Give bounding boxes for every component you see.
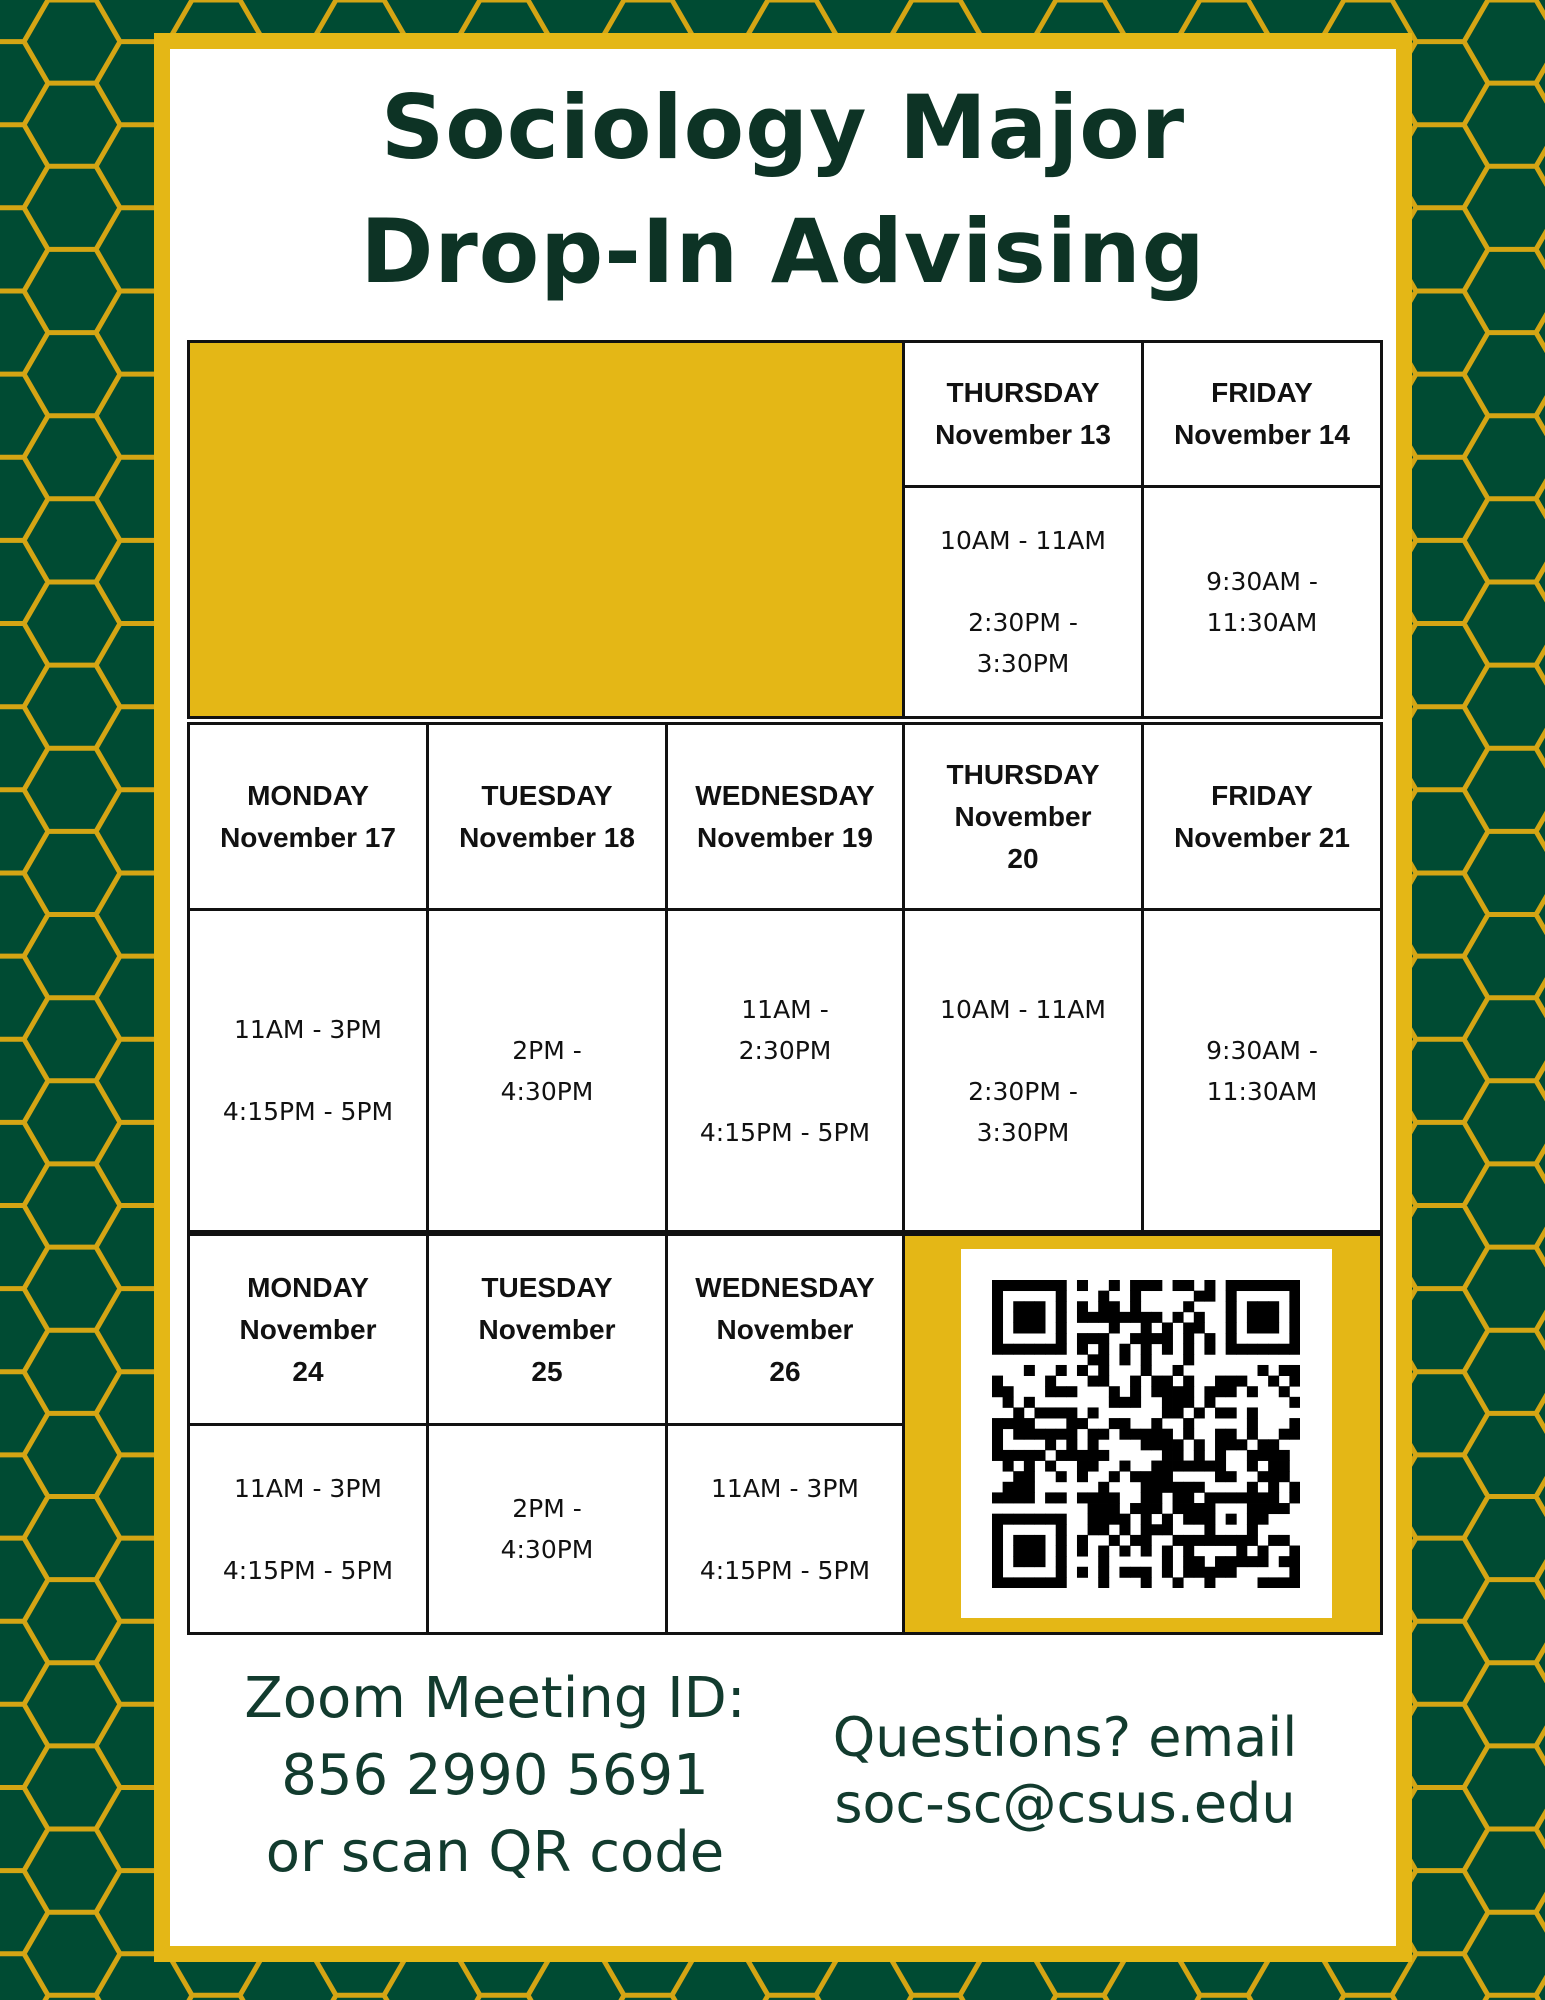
day-label: TUESDAY <box>481 1271 613 1303</box>
week3-monday-times <box>187 1423 429 1635</box>
time-slot: 3:30PM <box>976 649 1070 678</box>
date-label: November <box>239 1313 377 1345</box>
title-line-2: Drop-In Advising <box>360 200 1206 303</box>
week1-friday-times <box>1141 485 1383 719</box>
day-label: FRIDAY <box>1211 779 1313 811</box>
date-label: November 19 <box>697 821 873 853</box>
day-label: MONDAY <box>247 779 369 811</box>
week2-wednesday-times <box>665 908 905 1233</box>
day-label: THURSDAY <box>946 758 1100 790</box>
week2-wednesday-header <box>665 722 905 911</box>
week2-tuesday-times <box>426 908 668 1233</box>
time-slot: 4:30PM <box>500 1535 594 1564</box>
week2-tuesday-header <box>426 722 668 911</box>
qr-code[interactable] <box>961 1249 1332 1618</box>
day-label: MONDAY <box>247 1271 369 1303</box>
week1-thursday-header <box>902 340 1144 488</box>
week2-friday-times <box>1141 908 1383 1233</box>
time-slot: 3:30PM <box>976 1117 1070 1147</box>
time-slot: 11AM - 3PM <box>711 1473 859 1503</box>
zoom-info <box>210 1660 780 1891</box>
time-slot: 11:30AM <box>1206 608 1318 637</box>
week3-monday-header <box>187 1233 429 1426</box>
time-slot: 11AM - 3PM <box>234 1473 382 1503</box>
time-slot: 11:30AM <box>1206 1076 1318 1106</box>
contact-email[interactable]: soc-sc@csus.edu <box>834 1772 1296 1835</box>
week3-tuesday-times <box>426 1423 668 1635</box>
date-label: November 21 <box>1174 821 1350 853</box>
week3-tuesday-header <box>426 1233 668 1426</box>
time-slot: 10AM - 11AM <box>940 994 1106 1024</box>
day-label: TUESDAY <box>481 779 613 811</box>
date-label: November 14 <box>1174 419 1350 450</box>
date-label: November 17 <box>220 821 396 853</box>
day-label: WEDNESDAY <box>695 779 875 811</box>
zoom-meeting-id: 856 2990 5691 <box>281 1743 709 1808</box>
date-label: 24 <box>292 1355 324 1387</box>
time-slot: 2:30PM <box>738 1035 832 1065</box>
week2-thursday-header <box>902 722 1144 911</box>
date-label: 26 <box>769 1355 801 1387</box>
week3-wednesday-header <box>665 1233 905 1426</box>
time-slot: 4:15PM - 5PM <box>222 1555 394 1585</box>
week2-friday-header <box>1141 722 1383 911</box>
time-slot: 9:30AM - <box>1206 1035 1318 1065</box>
date-label: November <box>716 1313 854 1345</box>
time-slot: 2:30PM - <box>968 608 1078 637</box>
time-slot: 4:15PM - 5PM <box>222 1097 394 1126</box>
day-label: FRIDAY <box>1211 377 1313 408</box>
week1-thursday-times <box>902 485 1144 719</box>
date-label: 20 <box>1007 842 1039 874</box>
zoom-label: Zoom Meeting ID: <box>244 1666 746 1731</box>
time-slot: 4:30PM <box>500 1076 594 1106</box>
time-slot: 2:30PM - <box>968 1076 1078 1106</box>
date-label: November <box>954 800 1092 832</box>
time-slot: 4:15PM - 5PM <box>699 1117 871 1147</box>
time-slot: 2PM - <box>512 1035 582 1065</box>
time-slot: 10AM - 11AM <box>940 526 1106 555</box>
contact-info <box>800 1705 1330 1837</box>
week1-friday-header <box>1141 340 1383 488</box>
day-label: WEDNESDAY <box>695 1271 875 1303</box>
date-label: November <box>478 1313 616 1345</box>
time-slot: 2PM - <box>512 1494 582 1523</box>
week2-thursday-times <box>902 908 1144 1233</box>
week3-wednesday-times <box>665 1423 905 1635</box>
date-label: 25 <box>531 1355 563 1387</box>
time-slot: 9:30AM - <box>1206 567 1318 596</box>
date-label: November 18 <box>459 821 635 853</box>
week2-monday-times <box>187 908 429 1233</box>
questions-label: Questions? email <box>832 1706 1298 1769</box>
day-label: THURSDAY <box>946 377 1100 408</box>
time-slot: 11AM - 3PM <box>234 1015 382 1044</box>
time-slot: 4:15PM - 5PM <box>699 1555 871 1585</box>
title-line-1: Sociology Major <box>380 76 1186 179</box>
time-slot: 11AM - <box>741 994 829 1024</box>
qr-code-image <box>992 1280 1300 1588</box>
date-label: November 13 <box>935 419 1111 450</box>
week2-monday-header <box>187 722 429 911</box>
week1-gold-placeholder <box>187 340 905 719</box>
qr-instruction: or scan QR code <box>265 1820 725 1885</box>
